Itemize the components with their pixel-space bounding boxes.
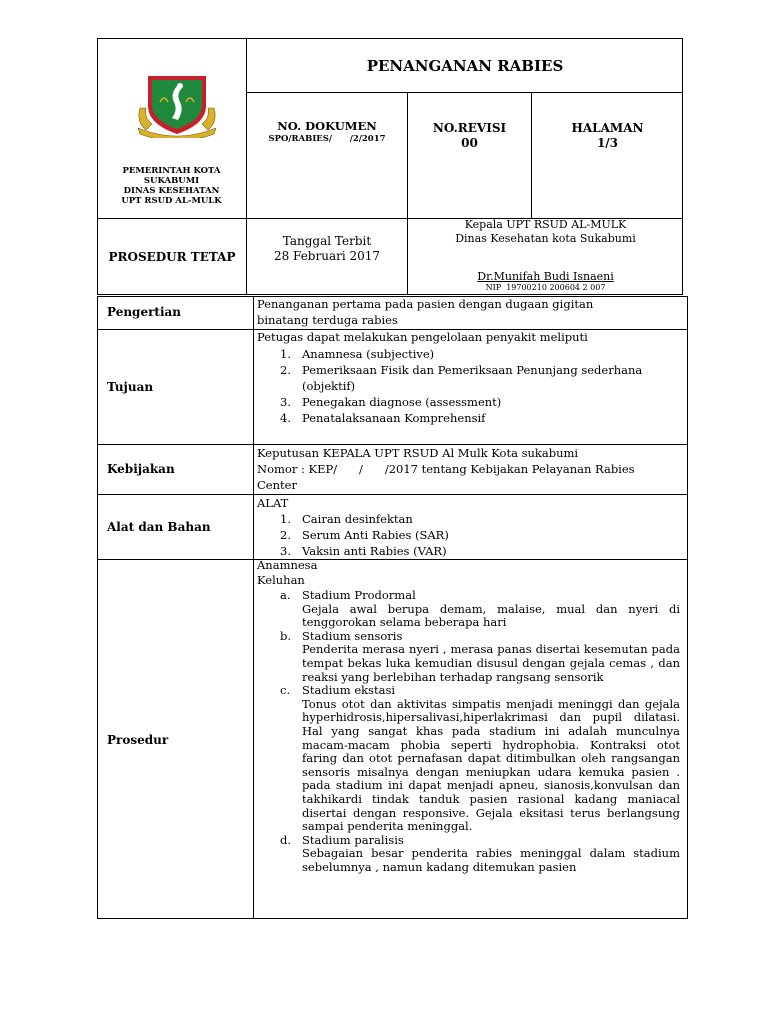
tanggal-terbit-value: 28 Februari 2017	[273, 249, 381, 263]
stage-text: Gejala awal berupa demam, malaise, mual dan nyeri di tenggorokan selama beberapa hari	[302, 601, 680, 630]
tujuan-list	[280, 346, 680, 426]
halaman-value: 1/3	[596, 136, 619, 150]
signatory-nip: NIP 19700210 200604 2 007	[485, 283, 606, 292]
stage-letter: d.	[280, 832, 292, 847]
kebijakan-text-3: Center	[257, 478, 297, 492]
institution-line-1: PEMERINTAH KOTA	[122, 166, 221, 176]
revisi-halaman-divider	[531, 92, 532, 218]
stage-title: Stadium paralisis	[302, 832, 404, 847]
tanggal-terbit-label: Tanggal Terbit	[282, 234, 372, 248]
stage-item	[280, 834, 680, 875]
stage-text: Penderita merasa nyeri , merasa panas disertai kesemutan pada tempat bekas luka kemudian disusul dengan gejala cemas , dan reaksi yang berlebihan terhadap rangsang sensorik	[302, 642, 680, 684]
stage-item	[280, 589, 680, 630]
prosedur-heading-anamnesa: Anamnesa	[257, 558, 318, 572]
no-dokumen-label: NO. DOKUMEN	[277, 119, 377, 133]
tujuan-intro: Petugas dapat melakukan pengelolaan penyakit meliputi	[257, 330, 588, 344]
kebijakan-text-2: Nomor : KEP/ / /2017 tentang Kebijakan Pelayanan Rabies	[257, 462, 635, 476]
no-revisi-value: 00	[461, 136, 478, 150]
stage-letter: b.	[280, 628, 292, 643]
institution-line-2: SUKABUMI	[143, 176, 200, 186]
kepala-line-2: Dinas Kesehatan kota Sukabumi	[455, 232, 636, 245]
list-item: 3. Vaksin anti Rabies (VAR)	[280, 544, 447, 558]
title-divider	[246, 92, 683, 93]
pengertian-text-2: binatang terduga rabies	[257, 313, 398, 327]
row-divider-4	[97, 559, 688, 560]
list-item: 2. Pemeriksaan Fisik dan Pemeriksaan Penunjang sederhana	[280, 363, 643, 377]
tujuan-label: Tujuan	[107, 380, 154, 394]
prosedur-tetap-label: PROSEDUR TETAP	[108, 250, 236, 264]
stage-title: Stadium Prodormal	[302, 588, 416, 602]
alat-bahan-label: Alat dan Bahan	[107, 520, 211, 534]
stage-letter: a.	[280, 588, 291, 602]
city-emblem-logo	[134, 72, 220, 138]
institution-line-4: UPT RSUD AL-MULK	[121, 196, 222, 206]
stage-text: Sebagaian besar penderita rabies meninggal dalam stadium sebelumnya , namun kadang ditemukan pasien	[302, 846, 680, 874]
label-column-divider	[253, 296, 254, 919]
row-divider-3	[97, 494, 688, 495]
stage-title: Stadium sensoris	[302, 628, 403, 643]
list-item: 1. Cairan desinfektan	[280, 512, 413, 526]
prosedur-heading-keluhan: Keluhan	[257, 573, 305, 587]
institution-name-block	[100, 166, 243, 206]
list-item: 4. Penatalaksanaan Komprehensif	[280, 411, 486, 425]
pengertian-text-1: Penanganan pertama pada pasien dengan dugaan gigitan	[257, 297, 594, 311]
halaman-label: HALAMAN	[571, 121, 644, 135]
no-dokumen-value: SPO/RABIES/ /2/2017	[268, 134, 386, 144]
stage-list	[280, 589, 680, 874]
kebijakan-label: Kebijakan	[107, 462, 175, 476]
signatory-name: Dr.Munifah Budi Isnaeni	[477, 270, 614, 283]
stage-text: Tonus otot dan aktivitas simpatis menjadi meninggi dan gejala hyperhidrosis,hipersalivasi,hiperlakrimasi dan pupil dilatasi. Hal yang sangat khas pada stadium ini adalah munculnya macam-macam phobia seperti hydrophobia. Kontraksi otot faring dan otot pernafasan dapat ditimbulkan oleh rangsangan sensoris misalnya dengan meniupkan udara kemuka pasien . pada stadium ini dapat menjadi apneu, sianosis,konvulsan dan takhikardi tindak tanduk pasien rasional kadang maniacal disertai dengan responsive. Gejala eksitasi terus berlangsung sampai penderita meninggal.	[302, 696, 680, 834]
stage-letter: c.	[280, 683, 291, 698]
no-revisi-label: NO.REVISI	[432, 121, 507, 135]
stage-item	[280, 630, 680, 684]
kebijakan-text-1: Keputusan KEPALA UPT RSUD Al Mulk Kota sukabumi	[257, 446, 579, 460]
document-title: PENANGANAN RABIES	[366, 57, 564, 75]
stage-title: Stadium ekstasi	[302, 683, 396, 698]
institution-line-3: DINAS KESEHATAN	[123, 186, 220, 196]
list-item: 3. Penegakan diagnose (assessment)	[280, 395, 502, 409]
list-item: 2. Serum Anti Rabies (SAR)	[280, 528, 449, 542]
pengertian-label: Pengertian	[107, 305, 182, 319]
alat-list	[280, 511, 680, 559]
prosedur-label: Prosedur	[107, 733, 169, 747]
list-item: 1. Anamnesa (subjective)	[280, 347, 435, 361]
stage-item	[280, 684, 680, 834]
list-item: (objektif)	[302, 379, 356, 393]
kepala-line-1: Kepala UPT RSUD AL-MULK	[464, 218, 627, 231]
alat-heading: ALAT	[257, 496, 289, 510]
